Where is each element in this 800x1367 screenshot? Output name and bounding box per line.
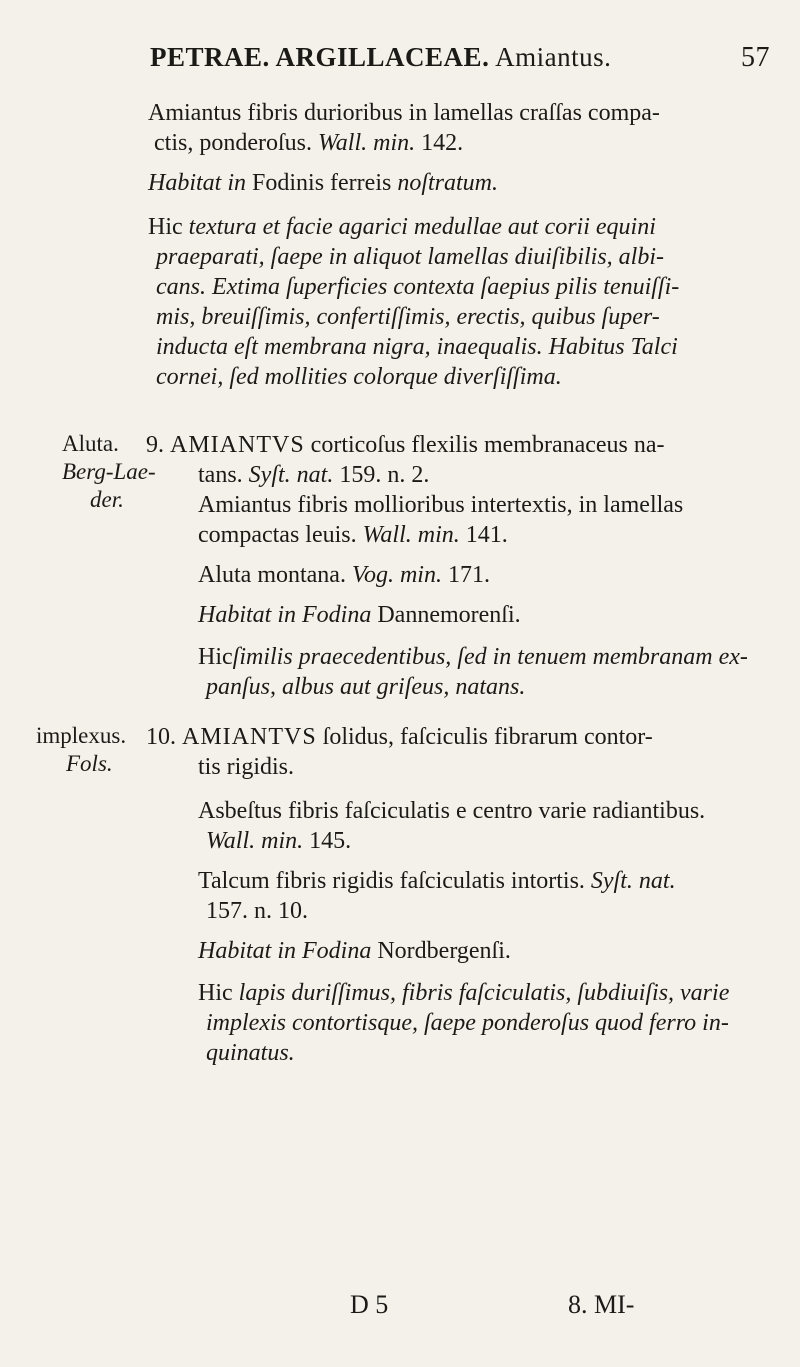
entry-9-line-2: tans. Syſt. nat. 159. n. 2. — [198, 462, 430, 488]
margin-10-line-1: implexus. — [36, 723, 127, 748]
entry-10-line-6: 157. n. 10. — [206, 898, 308, 924]
entry-8-description-6: cornei, ſed mollities colorque diverſiſſima. — [156, 364, 562, 390]
entry-10-description-2: implexis contortisque, ſaepe ponderoſus quod ferro in- — [206, 1010, 729, 1036]
entry-8-description-5: inducta eſt membrana nigra, inaequalis. Habitus Talci — [156, 334, 678, 360]
signature-mark: D 5 — [350, 1290, 389, 1319]
margin-note-10 — [36, 722, 126, 778]
margin-10-line-2: Fols. — [66, 751, 113, 776]
page-header — [150, 42, 770, 73]
entry-10-line-5: Talcum fibris rigidis faſciculatis intortis. Syſt. nat. — [198, 868, 676, 894]
margin-note-9 — [62, 430, 156, 514]
entry-8-continuation — [148, 98, 768, 392]
entry-9 — [146, 430, 776, 702]
catchword: 8. MI- — [568, 1290, 635, 1319]
entry-10-habitat: Habitat in Fodina Nordbergenſi. — [198, 938, 511, 964]
margin-9-line-1: Aluta. — [62, 431, 119, 456]
entry-8-habitat: Habitat in Fodinis ferreis noſtratum. — [148, 170, 499, 196]
margin-9-line-3: der. — [90, 487, 124, 512]
entry-9-habitat: Habitat in Fodina Dannemorenſi. — [198, 602, 521, 628]
entry-10-description-3: quinatus. — [206, 1040, 295, 1066]
entry-9-line-5: Aluta montana. Vog. min. 171. — [198, 562, 490, 588]
entry-10-heading: 10. AMIANTVS ſolidus, faſciculis fibrarum contor- — [146, 724, 653, 750]
entry-10-line-3: Asbeſtus fibris faſciculatis e centro varie radiantibus. — [198, 798, 706, 824]
section-title: Amiantus. — [495, 42, 612, 72]
entry-8-description-4: mis, breuiſſimis, confertiſſimis, erectis, quibus ſuper- — [156, 304, 660, 330]
entry-9-line-3: Amiantus fibris mollioribus intertextis, in lamellas — [198, 492, 684, 518]
entry-9-description-2: panſus, albus aut griſeus, natans. — [206, 674, 526, 700]
entry-9-line-4: compactas leuis. Wall. min. 141. — [198, 522, 508, 548]
entry-10-line-4: Wall. min. 145. — [206, 828, 352, 854]
entry-9-heading: 9. AMIANTVS corticoſus flexilis membranaceus na- — [146, 432, 665, 458]
entry-10 — [146, 722, 776, 1068]
entry-8-description-3: cans. Extima ſuperficies contexta ſaepius pilis tenuiſſi- — [156, 274, 680, 300]
entry-9-description: Hicſimilis praecedentibus, ſed in tenuem membranam ex- — [198, 644, 748, 670]
running-head: PETRAE. ARGILLACEAE. — [150, 42, 490, 72]
entry-10-line-2: tis rigidis. — [198, 754, 295, 780]
margin-9-line-2: Berg-Lae- — [62, 459, 156, 484]
entry-8-description-2: praeparati, ſaepe in aliquot lamellas diuiſibilis, albi- — [156, 244, 664, 270]
page-number: 57 — [741, 42, 770, 73]
entry-8-description: Hic textura et facie agarici medullae aut corii equini — [148, 214, 656, 240]
entry-10-description: Hic lapis duriſſimus, fibris faſciculatis, ſubdiuiſis, varie — [198, 980, 730, 1006]
entry-8-line-2: ctis, ponderoſus. Wall. min. 142. — [154, 130, 464, 156]
entry-8-line-1: Amiantus fibris durioribus in lamellas craſſas compa- — [148, 100, 660, 126]
